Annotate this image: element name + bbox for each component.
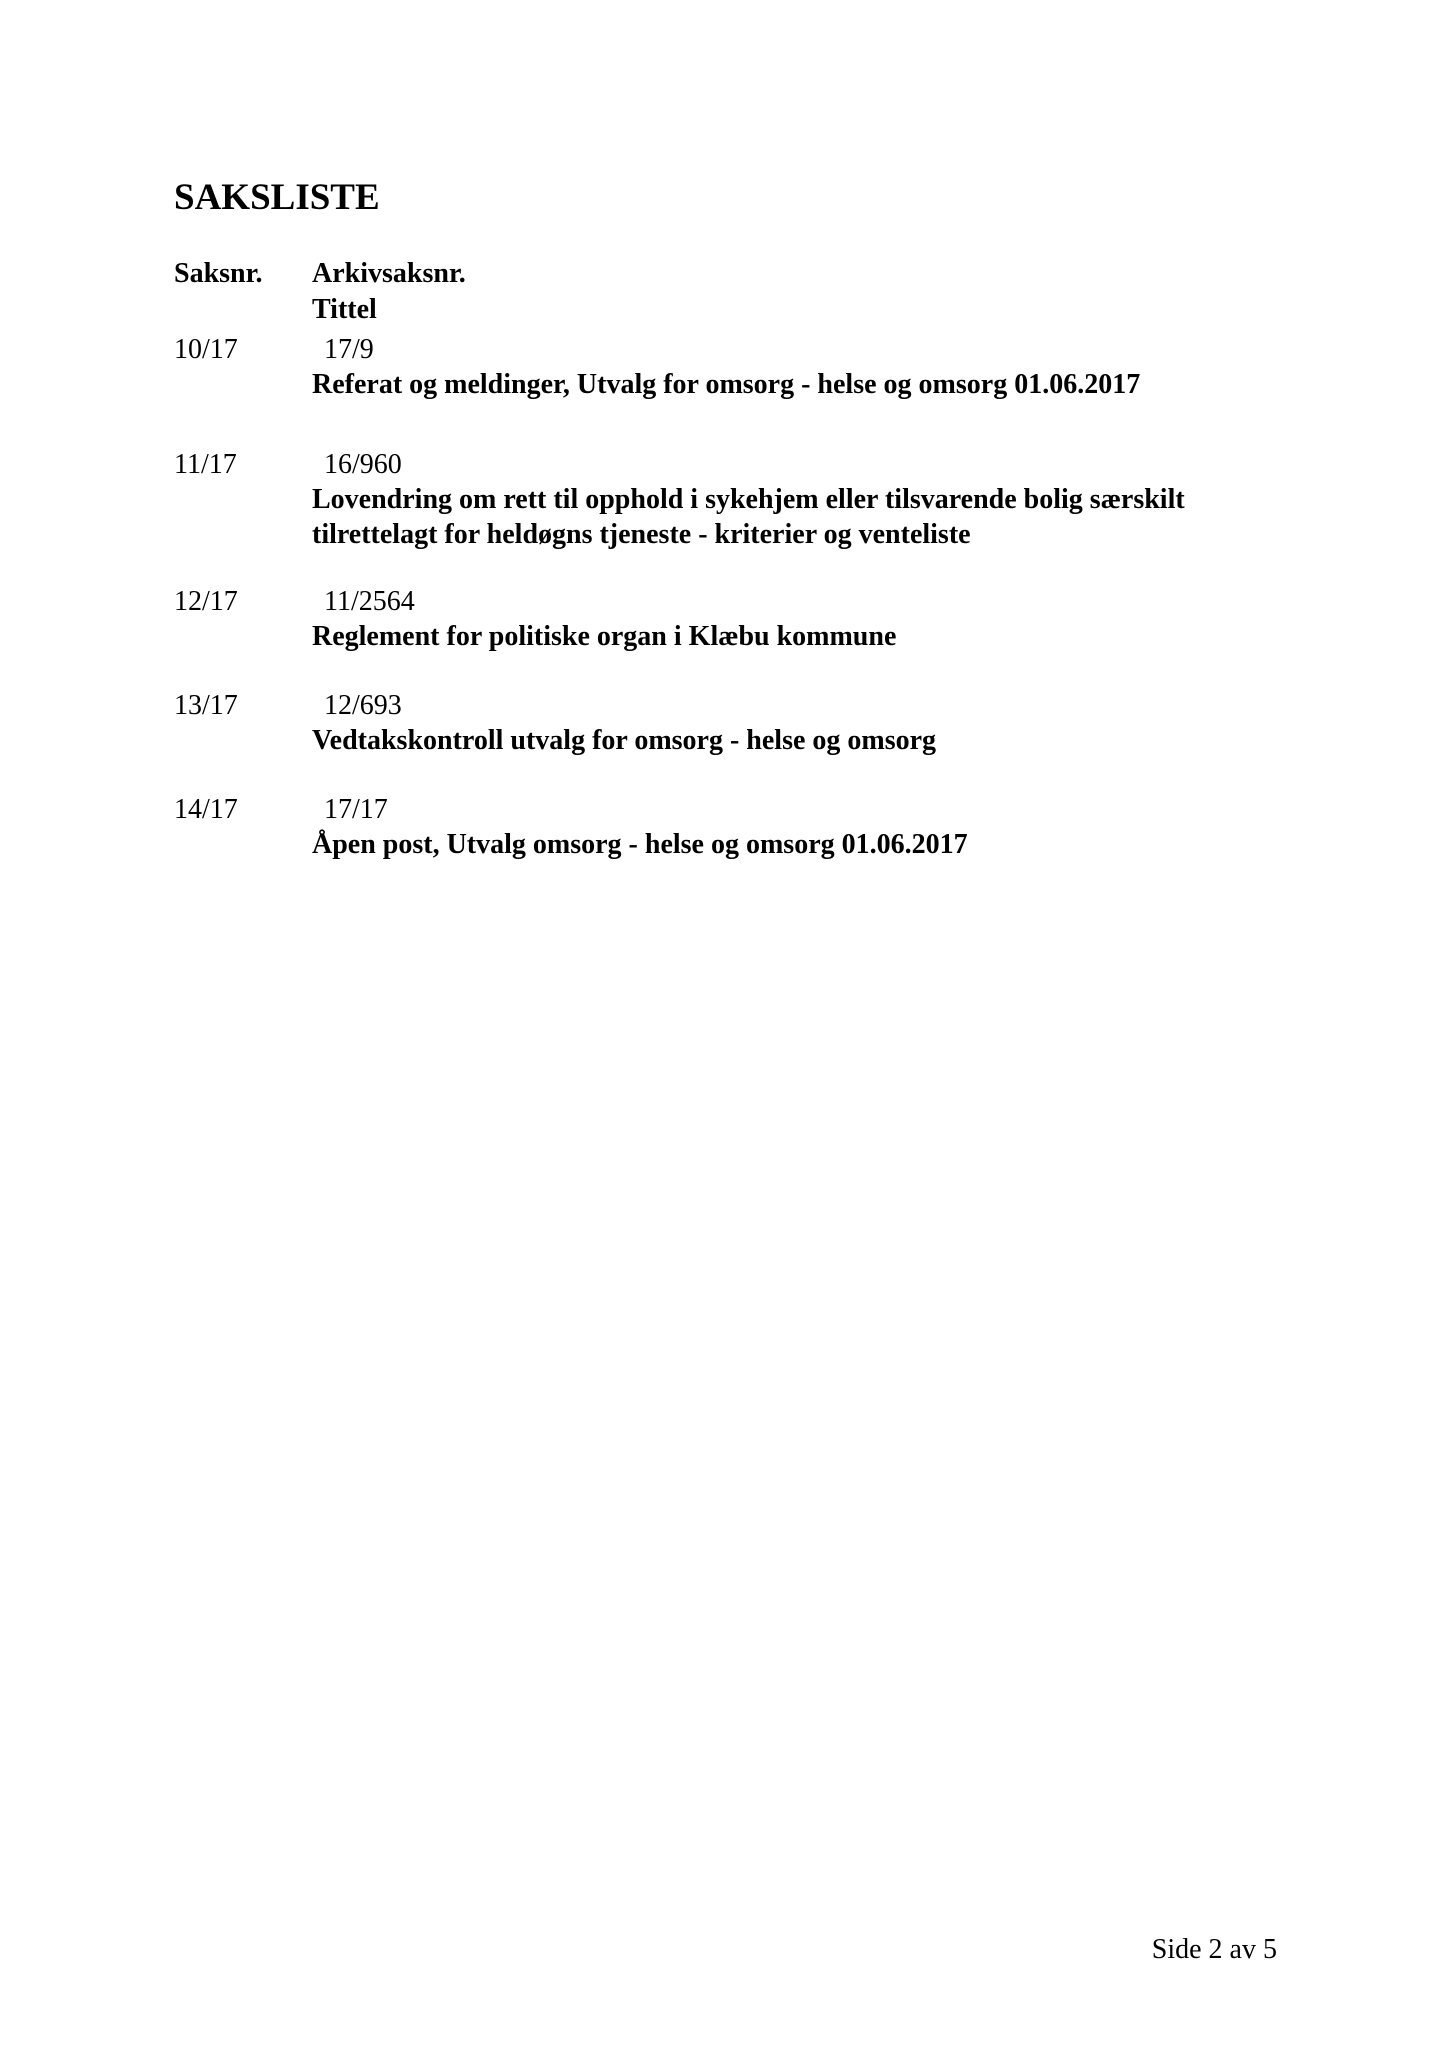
page-title: SAKSLISTE — [174, 177, 380, 218]
header-tittel: Tittel — [312, 294, 377, 325]
case-arkivsaksnr: 17/9 — [324, 334, 374, 365]
case-saksnr: 11/17 — [174, 449, 237, 480]
case-saksnr: 12/17 — [174, 586, 238, 617]
case-tittel: Vedtakskontroll utvalg for omsorg - helse og omsorg — [312, 725, 937, 756]
case-tittel: Reglement for politiske organ i Klæbu kommune — [312, 621, 897, 652]
case-arkivsaksnr: 11/2564 — [324, 586, 415, 617]
case-saksnr: 13/17 — [174, 690, 238, 721]
case-tittel: Referat og meldinger, Utvalg for omsorg - helse og omsorg 01.06.2017 — [312, 369, 1141, 400]
page-number: Side 2 av 5 — [1151, 1934, 1277, 1965]
header-saksnr: Saksnr. — [174, 258, 263, 289]
case-arkivsaksnr: 12/693 — [324, 690, 402, 721]
case-tittel-line: Lovendring om rett til opphold i sykehjem eller tilsvarende bolig særskilt — [312, 484, 1185, 515]
case-saksnr: 10/17 — [174, 334, 238, 365]
case-tittel: Åpen post, Utvalg omsorg - helse og omsorg 01.06.2017 — [312, 829, 968, 860]
case-tittel-line: tilrettelagt for heldøgns tjeneste - kriterier og venteliste — [312, 519, 971, 550]
case-arkivsaksnr: 16/960 — [324, 449, 402, 480]
header-arkivsaksnr: Arkivsaksnr. — [312, 258, 466, 289]
case-saksnr: 14/17 — [174, 794, 238, 825]
case-tittel — [312, 482, 1252, 552]
case-arkivsaksnr: 17/17 — [324, 794, 388, 825]
